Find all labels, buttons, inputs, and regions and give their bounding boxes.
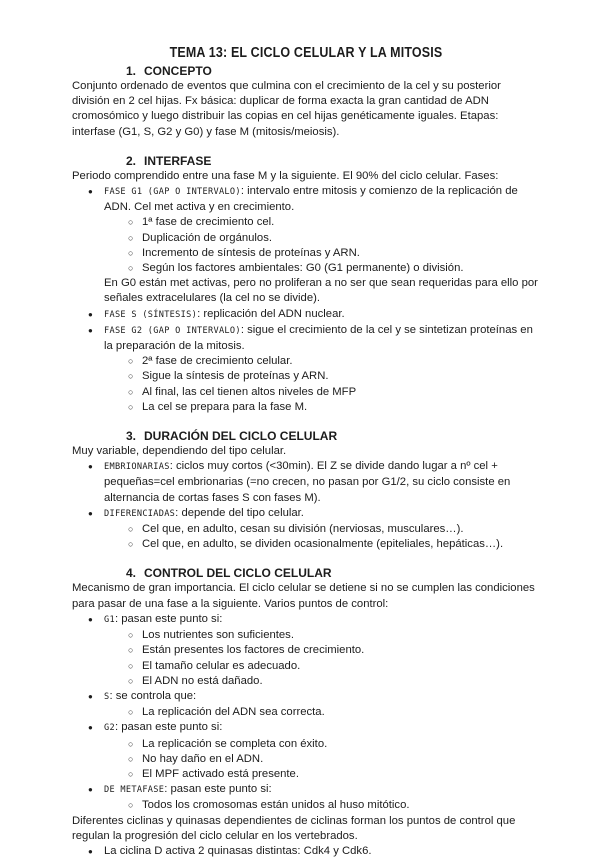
term-text: : pasan este punto si: xyxy=(114,721,223,734)
list-item: ○ Al final, las cel tienen altos niveles de MFP xyxy=(72,385,540,400)
ciclina-list xyxy=(72,844,540,859)
list-item-diferenciadas xyxy=(72,506,540,553)
list-item-checkpoint-g1 xyxy=(72,612,540,689)
term-text: : sigue el crecimiento de la cel y se sintetizan proteínas en la preparación de la mitosis. xyxy=(104,323,533,353)
section-heading-text: DURACIÓN DEL CICLO CELULAR xyxy=(144,429,338,444)
section-heading-interfase xyxy=(72,153,540,169)
checkpoint-g2-sublist xyxy=(104,737,540,783)
term-text: : depende del tipo celular. xyxy=(175,506,304,519)
g1-sublist xyxy=(104,215,540,276)
section-heading-text: CONTROL DEL CICLO CELULAR xyxy=(144,566,332,581)
section-heading-text: CONCEPTO xyxy=(144,64,212,78)
duracion-intro: Muy variable, dependiendo del tipo celular. xyxy=(72,445,287,458)
section-heading-concepto xyxy=(72,63,540,79)
section-number: 1. xyxy=(126,64,137,78)
list-item: ○ Cel que, en adulto, cesan su división (nerviosas, musculares…). xyxy=(72,522,540,537)
page-title: TEMA 13: EL CICLO CELULAR Y LA MITOSIS xyxy=(169,45,443,61)
control-outro: Diferentes ciclinas y quinasas dependientes de ciclinas forman los puntos de control que regulan la progresión del ciclo celular en los vertebrados. xyxy=(72,814,516,842)
section-heading-duracion xyxy=(72,428,540,444)
list-item: ○ El ADN no está dañado. xyxy=(72,674,540,689)
list-item: ○ Todos los cromosomas están unidos al huso mitótico. xyxy=(72,798,540,813)
term-label: G2 xyxy=(104,723,115,734)
term-text: : pasan este punto si: xyxy=(114,612,223,625)
section-heading-control xyxy=(72,565,540,581)
list-item: ○ La cel se prepara para la fase M. xyxy=(72,400,540,415)
list-item: ○ 1ª fase de crecimiento cel. xyxy=(72,215,540,230)
control-intro: Mecanismo de gran importancia. El ciclo celular se detiene si no se cumplen las condiciones para pasar de una fase a la siguiente. Varios puntos de control: xyxy=(72,582,535,610)
checkpoint-s-sublist xyxy=(104,705,540,720)
g2-sublist xyxy=(104,354,540,415)
list-item-checkpoint-s xyxy=(72,689,540,720)
list-item-fase-g1 xyxy=(72,184,540,276)
term-text: : pasan este punto si: xyxy=(164,783,272,796)
list-item-ciclina-d: ● La ciclina D activa 2 quinasas distintas: Cdk4 y Cdk6. xyxy=(72,844,540,859)
term-label: FASE S (SÍNTESIS) xyxy=(104,309,198,320)
checkpoint-metafase-sublist xyxy=(104,798,540,813)
list-item: ○ 2ª fase de crecimiento celular. xyxy=(72,354,540,369)
term-text: : intervalo entre mitosis y comienzo de la replicación de ADN. Cel met activa y en crecimiento. xyxy=(104,185,518,214)
term-label: G1 xyxy=(104,614,115,625)
list-item-embrionarias xyxy=(72,459,540,506)
list-item: ○ Los nutrientes son suficientes. xyxy=(72,628,540,643)
list-item: ○ La replicación se completa con éxito. xyxy=(72,737,540,752)
section-number: 4. xyxy=(126,566,137,581)
list-item: ○ Están presentes los factores de crecimiento. xyxy=(72,643,540,658)
list-item: ○ No hay daño en el ADN. xyxy=(72,752,540,767)
section-number: 3. xyxy=(126,429,137,444)
term-label: DIFERENCIADAS xyxy=(104,508,176,519)
list-item: ○ La replicación del ADN sea correcta. xyxy=(72,705,540,720)
interfase-phase-list xyxy=(72,184,540,276)
checkpoint-g1-sublist xyxy=(104,628,540,689)
list-item: ○ Según los factores ambientales: G0 (G1 permanente) o división. xyxy=(72,261,540,276)
list-item-fase-s xyxy=(72,307,540,323)
term-label: FASE G1 (GAP O INTERVALO) xyxy=(104,187,241,198)
term-label: DE METAFASE xyxy=(104,785,165,796)
list-item: ○ Sigue la síntesis de proteínas y ARN. xyxy=(72,369,540,384)
concepto-paragraph: Conjunto ordenado de eventos que culmina con el crecimiento de la cel y su posterior división en 2 cel hijas. Fx básica: duplicar de forma exacta la gran cantidad de ADN cromosómico y luego distribuir las copias en cel hijas genéticamente iguales. Etapas: interfase (G1, S, G2 y G0) y fase M (mitosis/meiosis). xyxy=(72,80,501,138)
term-text: : ciclos muy cortos (<30min). El Z se divide dando lugar a nº cel + pequeñas=cel embrionarias (=no crecen, no pasan por G1/2, su ciclo consiste en alternancia de cortas fases S con fases M). xyxy=(104,460,511,504)
control-checkpoint-list xyxy=(72,612,540,814)
list-item-checkpoint-metafase xyxy=(72,782,540,813)
g0-note: En G0 están met activas, pero no proliferan a no ser que sean requeridas para ello por señales extracelulares (la cel no se divide). xyxy=(104,277,538,305)
list-item-checkpoint-g2 xyxy=(72,720,540,782)
term-label: S xyxy=(104,691,110,702)
duracion-list xyxy=(72,459,540,552)
section-number: 2. xyxy=(126,153,137,168)
list-item: ○ Cel que, en adulto, se dividen ocasionalmente (epiteliales, hepáticas…). xyxy=(72,537,540,552)
list-item-fase-g2 xyxy=(72,323,540,415)
list-item: ○ Incremento de síntesis de proteínas y ARN. xyxy=(72,246,540,261)
term-text: : replicación del ADN nuclear. xyxy=(197,307,345,320)
interfase-phase-list-cont xyxy=(72,307,540,415)
interfase-intro: Periodo comprendido entre una fase M y la siguiente. El 90% del ciclo celular. Fases: xyxy=(72,169,499,182)
diferenciadas-sublist xyxy=(104,522,540,552)
term-text: : se controla que: xyxy=(109,689,197,702)
list-item: ○ El tamaño celular es adecuado. xyxy=(72,659,540,674)
list-item: ○ El MPF activado está presente. xyxy=(72,767,540,782)
section-heading-text: INTERFASE xyxy=(144,153,212,168)
term-label: FASE G2 (GAP O INTERVALO) xyxy=(104,325,241,336)
list-item: ○ Duplicación de orgánulos. xyxy=(72,231,540,246)
term-label: EMBRIONARIAS xyxy=(104,462,170,473)
